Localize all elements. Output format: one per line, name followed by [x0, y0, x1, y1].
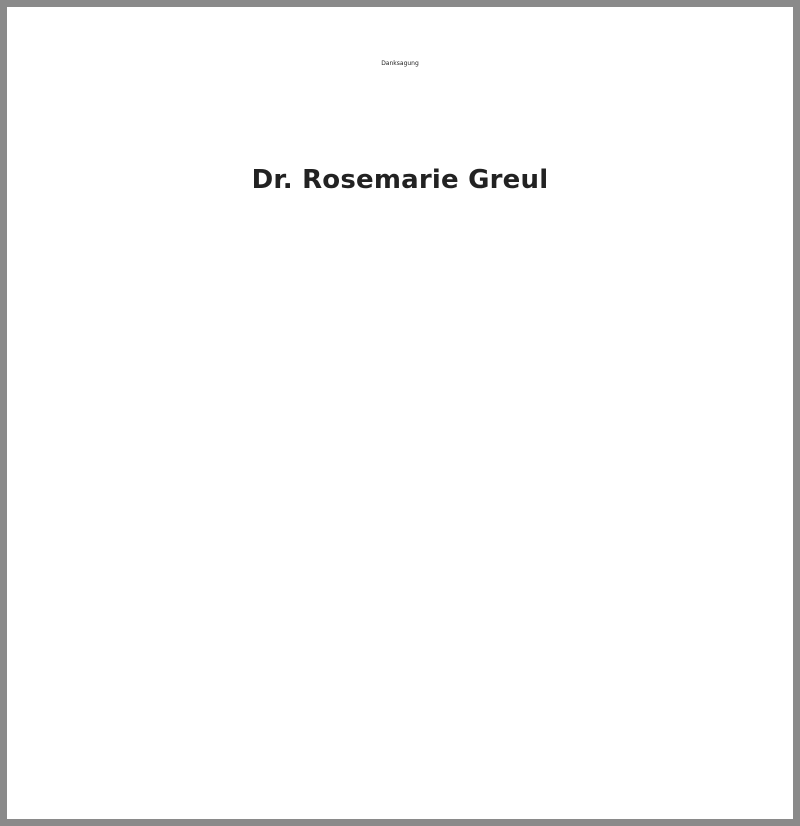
- thanks-para-3-line-6: [7, 682, 793, 706]
- signature: [7, 755, 793, 779]
- thanks-para-2-line-2: [7, 447, 793, 471]
- intro-line: [7, 115, 793, 139]
- thanks-para-1-line-1: [7, 307, 793, 331]
- thanks-para-1-line-3: [7, 369, 793, 393]
- thanks-para-3-line-2: [7, 557, 793, 581]
- deceased-name: Dr. Rosemarie Greul: [251, 165, 549, 195]
- thanks-para-2-line-3: [7, 478, 793, 502]
- thanks-para-3-line-1: [7, 526, 793, 550]
- accompany-line-1: [7, 228, 793, 252]
- thanks-para-3-line-5: [7, 651, 793, 675]
- notice-heading: Danksagung: [381, 60, 419, 67]
- thanks-para-3-line-3: [7, 588, 793, 612]
- thanks-para-1-line-2: [7, 338, 793, 362]
- accompany-line-2: [7, 258, 793, 282]
- thanks-para-2-line-1: [7, 416, 793, 440]
- thanks-para-3-line-4: [7, 619, 793, 643]
